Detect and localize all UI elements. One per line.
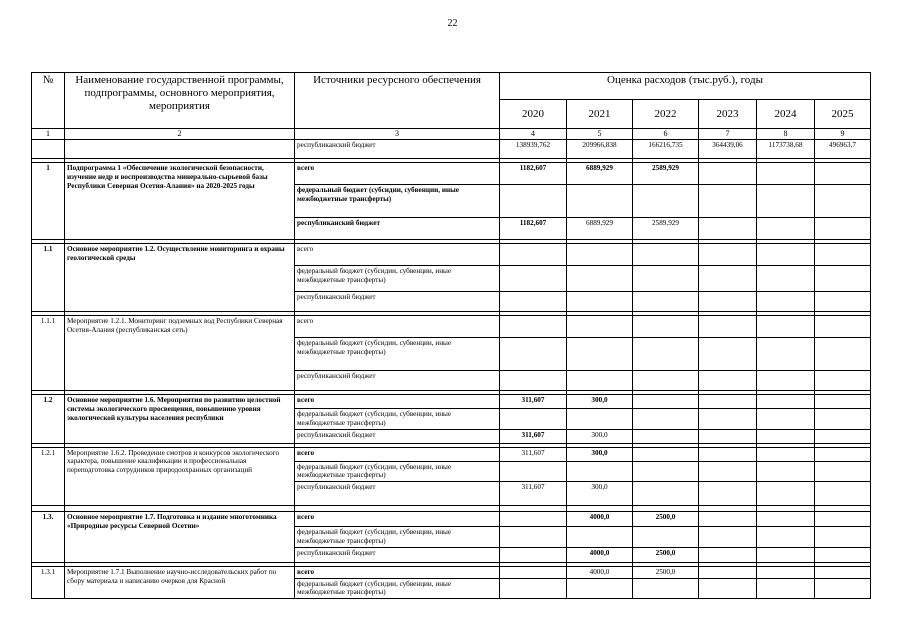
value-cell bbox=[815, 409, 871, 430]
row-number: 1.3. bbox=[32, 512, 65, 563]
table-row bbox=[32, 512, 871, 527]
row-source: республиканский бюджет bbox=[295, 371, 500, 391]
value-cell bbox=[815, 578, 871, 599]
value-cell bbox=[633, 244, 699, 266]
value-cell bbox=[633, 185, 699, 218]
value-cell bbox=[633, 338, 699, 371]
value-cell bbox=[699, 461, 757, 482]
row-number: 1.3.1 bbox=[32, 566, 65, 598]
value-cell bbox=[815, 482, 871, 506]
row-number: 1.2.1 bbox=[32, 447, 65, 506]
row-number: 1.1.1 bbox=[32, 316, 65, 391]
header-source: Источники ресурсного обеспечения bbox=[295, 73, 500, 129]
value-cell bbox=[500, 566, 567, 578]
value-cell bbox=[757, 461, 815, 482]
value-cell bbox=[699, 338, 757, 371]
value-cell bbox=[757, 218, 815, 240]
value-cell: 138939,762 bbox=[500, 140, 567, 159]
value-cell bbox=[815, 218, 871, 240]
value-cell bbox=[699, 429, 757, 443]
value-cell bbox=[815, 185, 871, 218]
value-cell bbox=[567, 244, 633, 266]
value-cell: 6889,929 bbox=[567, 163, 633, 185]
value-cell bbox=[567, 292, 633, 312]
column-index: 6 bbox=[633, 129, 699, 140]
value-cell: 300,0 bbox=[567, 429, 633, 443]
value-cell bbox=[757, 566, 815, 578]
value-cell bbox=[815, 292, 871, 312]
row-name: Основное мероприятие 1.7. Подготовка и издание многотомника «Природные ресурсы Северной Осетии» bbox=[65, 512, 295, 563]
value-cell bbox=[815, 461, 871, 482]
value-cell bbox=[699, 163, 757, 185]
budget-table bbox=[31, 72, 871, 599]
value-cell bbox=[567, 578, 633, 599]
row-source: всего bbox=[295, 316, 500, 338]
column-index: 3 bbox=[295, 129, 500, 140]
value-cell bbox=[815, 566, 871, 578]
table-row bbox=[32, 140, 871, 159]
value-cell bbox=[815, 429, 871, 443]
value-cell bbox=[757, 512, 815, 527]
row-source: республиканский бюджет bbox=[295, 429, 500, 443]
row-name: Подпрограмма 1 «Обеспечение экологической безопасности, изучение недр и воспроизводства минерально-сырьевой базы Республики Северная Осетия-Алания» на 2020-2025 годы bbox=[65, 163, 295, 240]
value-cell bbox=[757, 292, 815, 312]
value-cell bbox=[815, 316, 871, 338]
row-name: Основное мероприятие 1.6. Мероприятия по развитию целостной системы экологического просвещения, повышению уровня экологической культуры населения республики bbox=[65, 395, 295, 444]
value-cell bbox=[633, 447, 699, 461]
value-cell: 300,0 bbox=[567, 395, 633, 409]
row-name: Основное мероприятие 1.2. Осуществление мониторинга и охраны геологической среды bbox=[65, 244, 295, 312]
value-cell bbox=[633, 316, 699, 338]
column-index: 1 bbox=[32, 129, 65, 140]
value-cell bbox=[815, 527, 871, 548]
value-cell bbox=[500, 316, 567, 338]
page-number: 22 bbox=[447, 18, 458, 29]
value-cell bbox=[757, 527, 815, 548]
table-row bbox=[32, 566, 871, 578]
row-source: федеральный бюджет (субсидии, субвенции, иные межбюджетные трансферты) bbox=[295, 578, 500, 599]
value-cell bbox=[699, 447, 757, 461]
column-index: 5 bbox=[567, 129, 633, 140]
value-cell bbox=[757, 244, 815, 266]
table-row bbox=[32, 244, 871, 266]
row-name bbox=[65, 140, 295, 159]
value-cell bbox=[500, 338, 567, 371]
value-cell bbox=[500, 266, 567, 292]
value-cell bbox=[567, 185, 633, 218]
value-cell bbox=[699, 547, 757, 562]
value-cell bbox=[633, 409, 699, 430]
value-cell bbox=[699, 316, 757, 338]
value-cell: 166216,735 bbox=[633, 140, 699, 159]
value-cell: 2500,0 bbox=[633, 512, 699, 527]
value-cell bbox=[757, 316, 815, 338]
value-cell: 4000,0 bbox=[567, 566, 633, 578]
value-cell bbox=[757, 163, 815, 185]
value-cell bbox=[500, 512, 567, 527]
row-name: Мероприятие 1.2.1. Мониторинг подземных вод Республики Северная Осетия-Алания (республиканская сеть) bbox=[65, 316, 295, 391]
value-cell bbox=[500, 185, 567, 218]
value-cell: 1182,607 bbox=[500, 218, 567, 240]
value-cell bbox=[567, 461, 633, 482]
value-cell bbox=[567, 409, 633, 430]
value-cell: 4000,0 bbox=[567, 547, 633, 562]
value-cell bbox=[633, 429, 699, 443]
row-source: всего bbox=[295, 512, 500, 527]
table-row bbox=[32, 395, 871, 409]
value-cell bbox=[815, 371, 871, 391]
row-source: всего bbox=[295, 447, 500, 461]
header-name: Наименование государственной программы, подпрограммы, основного мероприятия, мероприятия bbox=[65, 73, 295, 129]
value-cell bbox=[757, 395, 815, 409]
row-name: Мероприятие 1.7.1 Выполнение научно-исследовательских работ по сбору материала и написанию очерков для Красной bbox=[65, 566, 295, 598]
row-number: 1.2 bbox=[32, 395, 65, 444]
row-source: федеральный бюджет (субсидии, субвенции, иные межбюджетные трансферты) bbox=[295, 409, 500, 430]
row-source: всего bbox=[295, 395, 500, 409]
value-cell bbox=[500, 244, 567, 266]
value-cell bbox=[567, 316, 633, 338]
value-cell bbox=[815, 512, 871, 527]
value-cell bbox=[699, 218, 757, 240]
value-cell bbox=[757, 447, 815, 461]
value-cell bbox=[567, 527, 633, 548]
row-source: федеральный бюджет (субсидии, субвенции, иные межбюджетные трансферты) bbox=[295, 527, 500, 548]
value-cell bbox=[699, 292, 757, 312]
row-source: федеральный бюджет (субсидии, субвенции, иные межбюджетные трансферты) bbox=[295, 461, 500, 482]
value-cell bbox=[699, 185, 757, 218]
value-cell bbox=[757, 409, 815, 430]
value-cell: 311,607 bbox=[500, 482, 567, 506]
value-cell bbox=[815, 547, 871, 562]
value-cell bbox=[757, 266, 815, 292]
header-year: 2024 bbox=[757, 100, 815, 129]
row-source: всего bbox=[295, 163, 500, 185]
value-cell bbox=[757, 371, 815, 391]
value-cell bbox=[633, 461, 699, 482]
row-source: федеральный бюджет (субсидии, субвенции, иные межбюджетные трансферты) bbox=[295, 266, 500, 292]
value-cell bbox=[699, 527, 757, 548]
value-cell: 1173738,68 bbox=[757, 140, 815, 159]
value-cell: 2589,929 bbox=[633, 218, 699, 240]
value-cell bbox=[500, 409, 567, 430]
value-cell bbox=[757, 185, 815, 218]
column-index: 2 bbox=[65, 129, 295, 140]
value-cell bbox=[815, 338, 871, 371]
value-cell: 300,0 bbox=[567, 482, 633, 506]
value-cell: 300,0 bbox=[567, 447, 633, 461]
header-year: 2021 bbox=[567, 100, 633, 129]
row-number: 1 bbox=[32, 163, 65, 240]
header-year: 2020 bbox=[500, 100, 567, 129]
row-source: республиканский бюджет bbox=[295, 547, 500, 562]
row-source: республиканский бюджет bbox=[295, 218, 500, 240]
value-cell bbox=[500, 547, 567, 562]
row-source: всего bbox=[295, 244, 500, 266]
table-row bbox=[32, 316, 871, 338]
table-row bbox=[32, 163, 871, 185]
value-cell: 4000,0 bbox=[567, 512, 633, 527]
value-cell bbox=[699, 409, 757, 430]
value-cell: 311,607 bbox=[500, 447, 567, 461]
value-cell bbox=[699, 266, 757, 292]
header-year: 2022 bbox=[633, 100, 699, 129]
value-cell bbox=[500, 461, 567, 482]
value-cell bbox=[757, 482, 815, 506]
row-source: федеральный бюджет (субсидии, субвенции, иные межбюджетные трансферты) bbox=[295, 185, 500, 218]
value-cell bbox=[757, 338, 815, 371]
value-cell bbox=[633, 371, 699, 391]
column-index: 4 bbox=[500, 129, 567, 140]
value-cell bbox=[699, 578, 757, 599]
value-cell bbox=[699, 244, 757, 266]
value-cell bbox=[567, 266, 633, 292]
value-cell bbox=[699, 482, 757, 506]
value-cell bbox=[567, 371, 633, 391]
value-cell bbox=[757, 578, 815, 599]
column-index: 8 bbox=[757, 129, 815, 140]
row-number: 1.1 bbox=[32, 244, 65, 312]
value-cell bbox=[815, 163, 871, 185]
row-source: федеральный бюджет (субсидии, субвенции, иные межбюджетные трансферты) bbox=[295, 338, 500, 371]
value-cell bbox=[757, 547, 815, 562]
value-cell bbox=[699, 512, 757, 527]
column-index: 7 bbox=[699, 129, 757, 140]
value-cell bbox=[633, 482, 699, 506]
value-cell bbox=[699, 566, 757, 578]
value-cell bbox=[633, 527, 699, 548]
row-source: республиканский бюджет bbox=[295, 482, 500, 506]
value-cell bbox=[633, 292, 699, 312]
value-cell: 2500,0 bbox=[633, 547, 699, 562]
table-row bbox=[32, 447, 871, 461]
value-cell bbox=[500, 371, 567, 391]
row-source: республиканский бюджет bbox=[295, 140, 500, 159]
value-cell bbox=[699, 395, 757, 409]
header-number: № bbox=[32, 73, 65, 129]
value-cell: 209966,838 bbox=[567, 140, 633, 159]
value-cell: 2500,0 bbox=[633, 566, 699, 578]
value-cell bbox=[815, 447, 871, 461]
value-cell: 364439,06 bbox=[699, 140, 757, 159]
row-source: всего bbox=[295, 566, 500, 578]
value-cell bbox=[699, 371, 757, 391]
value-cell bbox=[567, 338, 633, 371]
value-cell: 496963,7 bbox=[815, 140, 871, 159]
row-number bbox=[32, 140, 65, 159]
value-cell bbox=[757, 429, 815, 443]
value-cell bbox=[815, 266, 871, 292]
value-cell: 6889,929 bbox=[567, 218, 633, 240]
value-cell: 311,607 bbox=[500, 395, 567, 409]
value-cell bbox=[500, 292, 567, 312]
value-cell bbox=[500, 578, 567, 599]
row-name: Мероприятие 1.6.2. Проведение смотров и конкурсов экологического характера, повышение квалификации и профессиональная переподготовка сотрудников природоохранных организаций bbox=[65, 447, 295, 506]
value-cell: 2589,929 bbox=[633, 163, 699, 185]
value-cell bbox=[815, 395, 871, 409]
value-cell bbox=[633, 578, 699, 599]
header-estimate: Оценка расходов (тыс.руб.), годы bbox=[500, 73, 871, 100]
value-cell bbox=[500, 527, 567, 548]
value-cell bbox=[633, 395, 699, 409]
header-year: 2025 bbox=[815, 100, 871, 129]
value-cell: 1182,607 bbox=[500, 163, 567, 185]
value-cell: 311,607 bbox=[500, 429, 567, 443]
value-cell bbox=[815, 244, 871, 266]
row-source: республиканский бюджет bbox=[295, 292, 500, 312]
header-year: 2023 bbox=[699, 100, 757, 129]
value-cell bbox=[633, 266, 699, 292]
column-index: 9 bbox=[815, 129, 871, 140]
